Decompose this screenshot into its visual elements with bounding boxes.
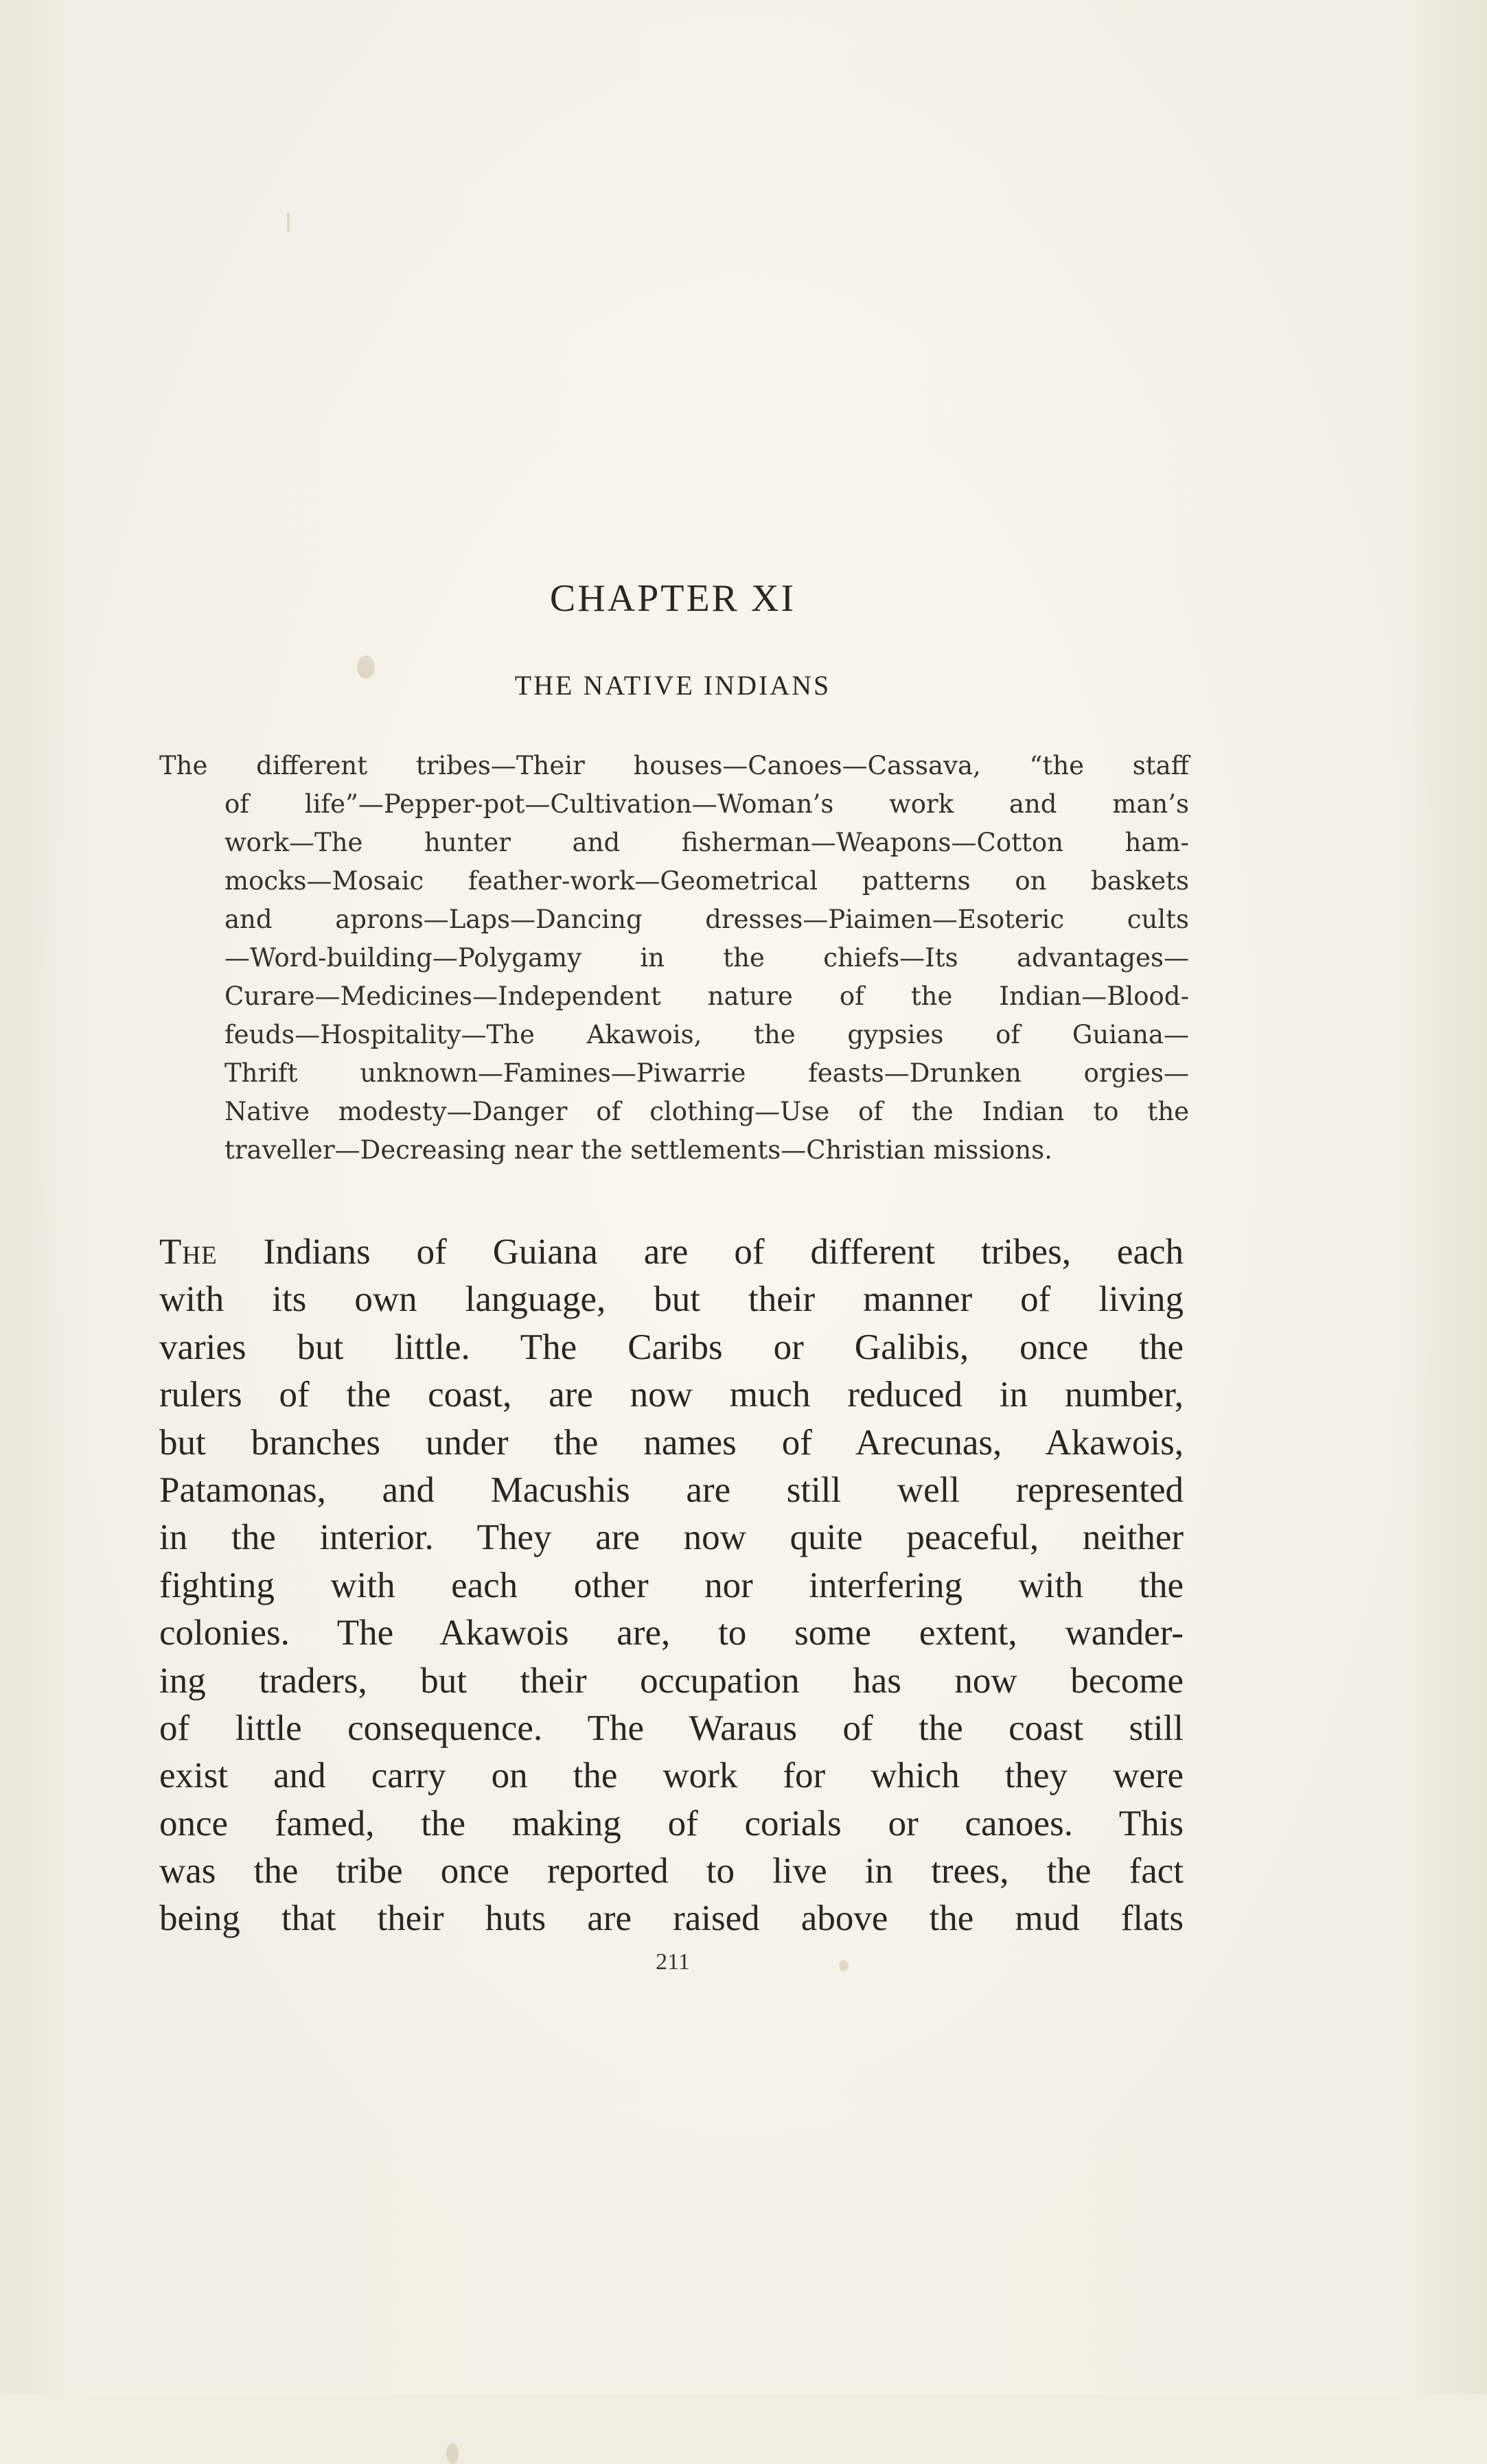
- chapter-subtitle: THE NATIVE INDIANS: [514, 670, 831, 701]
- body-line: was the tribe once reported to live in trees, the fact: [159, 1851, 1184, 1892]
- body-line: exist and carry on the work for which they were: [159, 1756, 1184, 1796]
- body-line: being that their huts are raised above the mud flats: [159, 1898, 1184, 1939]
- body-line-first-rest: Indians of Guiana are of different tribes, each: [217, 1232, 1184, 1272]
- chapter-body: [159, 1229, 1184, 1943]
- body-line-first: [159, 1229, 1184, 1276]
- body-line: colonies. The Akawois are, to some extent, wander-: [159, 1613, 1184, 1653]
- body-line: with its own language, but their manner of living: [159, 1279, 1184, 1320]
- page-number: 211: [656, 1949, 690, 1975]
- body-line: rulers of the coast, are now much reduced in number,: [159, 1375, 1184, 1415]
- synopsis-line: of life”—Pepper-pot—Cultivation—Woman’s work and man’s: [224, 789, 1189, 819]
- synopsis-line: Thrift unknown—Famines—Piwarrie feasts—Drunken orgies—: [224, 1058, 1189, 1088]
- synopsis-line: feuds—Hospitality—The Akawois, the gypsies of Guiana—: [224, 1020, 1189, 1049]
- body-line: in the interior. They are now quite peaceful, neither: [159, 1518, 1184, 1558]
- chapter-title: CHAPTER XI: [549, 577, 796, 620]
- synopsis-line: The different tribes—Their houses—Canoes—Cassava, “the staff: [159, 751, 1189, 780]
- synopsis-line: traveller—Decreasing near the settlements—Christian missions.: [224, 1135, 1052, 1165]
- body-line: fighting with each other nor interfering with the: [159, 1565, 1184, 1605]
- paper-speck: [287, 213, 290, 232]
- synopsis-line: work—The hunter and fisherman—Weapons—Cotton ham-: [224, 828, 1189, 857]
- synopsis-line: Native modesty—Danger of clothing—Use of the Indian to the: [224, 1097, 1189, 1126]
- body-line: of little consequence. The Waraus of the coast still: [159, 1708, 1184, 1748]
- body-line: ing traders, but their occupation has now become: [159, 1660, 1184, 1701]
- paper-speck: [446, 2443, 459, 2464]
- chapter-synopsis: [159, 747, 1189, 1170]
- body-line: once famed, the making of corials or canoes. This: [159, 1803, 1184, 1844]
- body-line: but branches under the names of Arecunas, Akawois,: [159, 1422, 1184, 1463]
- synopsis-line: and aprons—Laps—Dancing dresses—Piaimen—Esoteric cults: [224, 905, 1189, 934]
- synopsis-line: Curare—Medicines—Independent nature of the Indian—Blood-: [224, 981, 1189, 1011]
- synopsis-line: mocks—Mosaic feather-work—Geometrical patterns on baskets: [224, 866, 1189, 896]
- body-line: Patamonas, and Macushis are still well represented: [159, 1469, 1184, 1510]
- body-line: varies but little. The Caribs or Galibis, once the: [159, 1327, 1184, 1367]
- synopsis-line: —Word-building—Polygamy in the chiefs—Its advantages—: [224, 943, 1189, 973]
- opening-word: The: [159, 1232, 218, 1272]
